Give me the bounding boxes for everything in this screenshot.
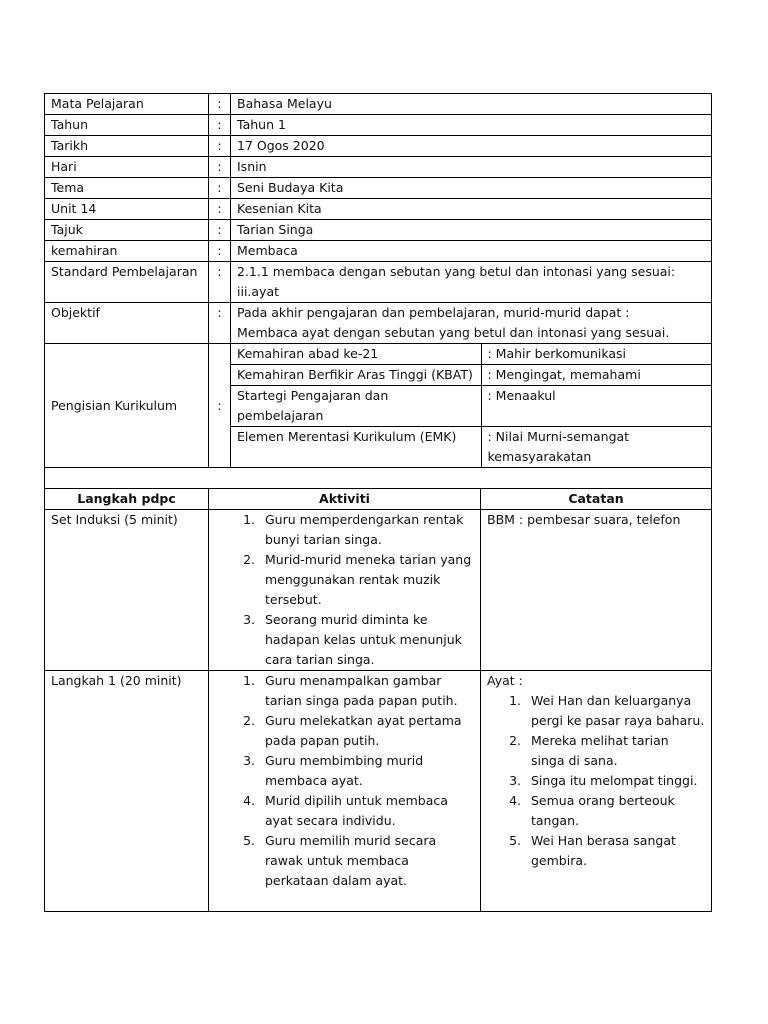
langkah1-aktiviti-list bbox=[215, 671, 474, 891]
colon: : bbox=[209, 241, 231, 262]
colon: : bbox=[209, 157, 231, 178]
info-value: Bahasa Melayu bbox=[231, 94, 712, 115]
info-value: Membaca bbox=[231, 241, 712, 262]
header-catatan: Catatan bbox=[481, 489, 712, 510]
langkah1-aktiviti-cell bbox=[209, 671, 481, 912]
info-value: 17 Ogos 2020 bbox=[231, 136, 712, 157]
info-label: Tarikh bbox=[45, 136, 209, 157]
kurikulum-value: : Nilai Murni-semangat kemasyarakatan bbox=[481, 427, 712, 468]
ayat-item: 2. Mereka melihat tarian singa di sana. bbox=[525, 731, 705, 771]
info-value: Isnin bbox=[231, 157, 712, 178]
info-label: Unit 14 bbox=[45, 199, 209, 220]
aktiviti-item: 4. Murid dipilih untuk membaca ayat secara individu. bbox=[259, 791, 474, 831]
kurikulum-value: : Mahir berkomunikasi bbox=[481, 344, 712, 365]
info-label: Tema bbox=[45, 178, 209, 199]
colon: : bbox=[209, 136, 231, 157]
lesson-plan-document bbox=[44, 93, 711, 912]
info-row bbox=[45, 115, 712, 136]
info-row bbox=[45, 157, 712, 178]
ayat-item: 3. Singa itu melompat tinggi. bbox=[525, 771, 705, 791]
info-label: Tajuk bbox=[45, 220, 209, 241]
colon: : bbox=[209, 178, 231, 199]
kurikulum-item: Startegi Pengajaran dan pembelajaran bbox=[231, 386, 481, 427]
set-induksi-aktiviti-cell bbox=[209, 510, 481, 671]
objektif-value bbox=[231, 303, 712, 344]
standard-line-1: 2.1.1 membaca dengan sebutan yang betul dan intonasi yang sesuai: bbox=[237, 264, 676, 279]
ayat-title: Ayat : bbox=[487, 673, 523, 688]
standard-line-2: iii.ayat bbox=[237, 284, 280, 299]
standard-value bbox=[231, 262, 712, 303]
info-label: kemahiran bbox=[45, 241, 209, 262]
aktiviti-item: 5. Guru memilih murid secara rawak untuk membaca perkataan dalam ayat. bbox=[259, 831, 474, 891]
kurikulum-item: Kemahiran Berfikir Aras Tinggi (KBAT) bbox=[231, 365, 481, 386]
langkah1-row bbox=[45, 671, 712, 912]
colon: : bbox=[209, 303, 231, 344]
kurikulum-item-row bbox=[231, 427, 712, 468]
info-label: Hari bbox=[45, 157, 209, 178]
info-value: Kesenian Kita bbox=[231, 199, 712, 220]
objektif-label: Objektif bbox=[45, 303, 209, 344]
langkah1-catatan-cell bbox=[481, 671, 712, 912]
kurikulum-table bbox=[231, 344, 712, 467]
set-induksi-row bbox=[45, 510, 712, 671]
header-langkah: Langkah pdpc bbox=[45, 489, 209, 510]
objektif-line-2: Membaca ayat dengan sebutan yang betul dan intonasi yang sesuai. bbox=[237, 325, 670, 340]
langkah1-label: Langkah 1 (20 minit) bbox=[45, 671, 209, 912]
colon: : bbox=[209, 262, 231, 303]
info-row bbox=[45, 199, 712, 220]
colon: : bbox=[209, 94, 231, 115]
colon: : bbox=[209, 115, 231, 136]
kurikulum-cell bbox=[231, 344, 712, 468]
standard-label: Standard Pembelajaran bbox=[45, 262, 209, 303]
ayat-item: 1. Wei Han dan keluarganya pergi ke pasar raya baharu. bbox=[525, 691, 705, 731]
aktiviti-item: 1. Guru menampalkan gambar tarian singa pada papan putih. bbox=[259, 671, 474, 711]
info-value: Tarian Singa bbox=[231, 220, 712, 241]
aktiviti-item: 2. Guru melekatkan ayat pertama pada papan putih. bbox=[259, 711, 474, 751]
info-row bbox=[45, 94, 712, 115]
aktiviti-item: 2. Murid-murid meneka tarian yang menggunakan rentak muzik tersebut. bbox=[259, 550, 474, 610]
info-row bbox=[45, 220, 712, 241]
objektif-row bbox=[45, 303, 712, 344]
ayat-item: 5. Wei Han berasa sangat gembira. bbox=[525, 831, 705, 871]
colon: : bbox=[209, 344, 231, 468]
lesson-plan-table bbox=[44, 93, 712, 489]
info-row bbox=[45, 241, 712, 262]
ayat-item: 4. Semua orang berteouk tangan. bbox=[525, 791, 705, 831]
objektif-line-1: Pada akhir pengajaran dan pembelajaran, murid-murid dapat : bbox=[237, 305, 630, 320]
info-row bbox=[45, 178, 712, 199]
info-row bbox=[45, 136, 712, 157]
aktiviti-item: 3. Seorang murid diminta ke hadapan kelas untuk menunjuk cara tarian singa. bbox=[259, 610, 474, 670]
kurikulum-item-row bbox=[231, 344, 712, 365]
spacer-row bbox=[45, 468, 712, 489]
set-induksi-aktiviti-list bbox=[215, 510, 474, 670]
kurikulum-item: Kemahiran abad ke-21 bbox=[231, 344, 481, 365]
header-aktiviti: Aktiviti bbox=[209, 489, 481, 510]
set-induksi-catatan: BBM : pembesar suara, telefon bbox=[481, 510, 712, 671]
ayat-list bbox=[487, 691, 705, 871]
info-label: Mata Pelajaran bbox=[45, 94, 209, 115]
activity-table bbox=[44, 488, 712, 912]
kurikulum-item: Elemen Merentasi Kurikulum (EMK) bbox=[231, 427, 481, 468]
kurikulum-row bbox=[45, 344, 712, 468]
set-induksi-label: Set Induksi (5 minit) bbox=[45, 510, 209, 671]
colon: : bbox=[209, 220, 231, 241]
info-value: Seni Budaya Kita bbox=[231, 178, 712, 199]
colon: : bbox=[209, 199, 231, 220]
activity-header-row bbox=[45, 489, 712, 510]
kurikulum-item-row bbox=[231, 365, 712, 386]
aktiviti-item: 1. Guru memperdengarkan rentak bunyi tarian singa. bbox=[259, 510, 474, 550]
standard-row bbox=[45, 262, 712, 303]
kurikulum-value: : Menaakul bbox=[481, 386, 712, 427]
info-label: Tahun bbox=[45, 115, 209, 136]
info-value: Tahun 1 bbox=[231, 115, 712, 136]
kurikulum-item-row bbox=[231, 386, 712, 427]
kurikulum-label: Pengisian Kurikulum bbox=[45, 344, 209, 468]
kurikulum-value: : Mengingat, memahami bbox=[481, 365, 712, 386]
aktiviti-item: 3. Guru membimbing murid membaca ayat. bbox=[259, 751, 474, 791]
